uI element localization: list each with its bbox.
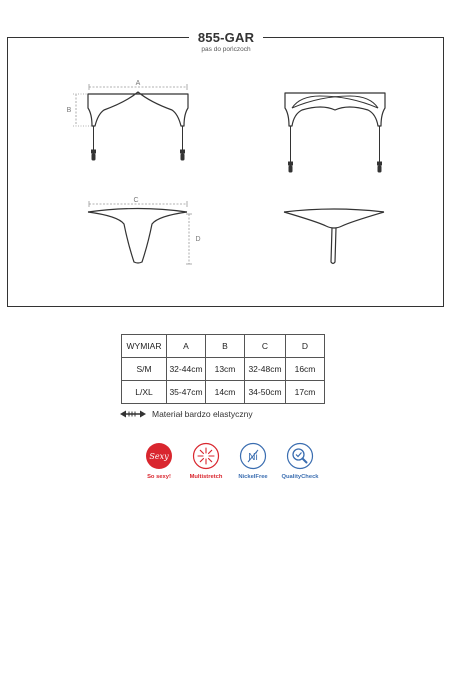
garter-strap-back-right bbox=[378, 126, 382, 172]
garter-strap-right bbox=[181, 126, 185, 160]
garter-belt-front-drawing bbox=[88, 92, 188, 126]
size-header-cell: A bbox=[167, 335, 206, 358]
size-cell: 14cm bbox=[206, 381, 245, 404]
thong-back-drawing bbox=[284, 209, 384, 264]
size-header-cell: WYMIAR bbox=[122, 335, 167, 358]
nickelfree-icon-text: Ni bbox=[248, 452, 258, 463]
badge-multistretch bbox=[183, 442, 229, 480]
badge-label: Multistretch bbox=[189, 474, 223, 480]
size-table-header-row bbox=[122, 335, 325, 358]
dimension-a-label: A bbox=[135, 80, 141, 87]
dimension-d-line bbox=[186, 214, 192, 264]
garter-belt-back-drawing bbox=[285, 93, 385, 126]
badge-sexy bbox=[136, 442, 182, 480]
size-cell: 35-47cm bbox=[167, 381, 206, 404]
size-cell: 32-44cm bbox=[167, 358, 206, 381]
feature-badges bbox=[136, 442, 323, 480]
size-cell: 34-50cm bbox=[245, 381, 286, 404]
badge-qualitycheck bbox=[277, 442, 323, 480]
qualitycheck-icon bbox=[286, 442, 314, 470]
dimension-d-label: D bbox=[195, 236, 201, 243]
size-table-row bbox=[122, 358, 325, 381]
material-note bbox=[120, 409, 253, 419]
nickelfree-icon bbox=[239, 442, 267, 470]
size-cell: L/XL bbox=[122, 381, 167, 404]
thong-front-drawing bbox=[88, 209, 187, 264]
dimension-c-label: C bbox=[133, 197, 139, 204]
size-cell: 32-48cm bbox=[245, 358, 286, 381]
badge-label: QualityCheck bbox=[281, 474, 319, 480]
size-cell: S/M bbox=[122, 358, 167, 381]
badge-label: NickelFree bbox=[238, 474, 268, 480]
badge-label: So sexy! bbox=[147, 474, 171, 480]
product-title: 855-GAR bbox=[189, 30, 263, 46]
sexy-icon-text: Sexy bbox=[149, 452, 169, 461]
size-header-cell: C bbox=[245, 335, 286, 358]
size-table bbox=[121, 334, 325, 404]
stretch-arrow-icon bbox=[120, 410, 146, 418]
garter-strap-left bbox=[92, 126, 96, 160]
size-table-row bbox=[122, 381, 325, 404]
badge-nickelfree bbox=[230, 442, 276, 480]
sexy-icon bbox=[145, 442, 173, 470]
multistretch-icon bbox=[192, 442, 220, 470]
size-header-cell: B bbox=[206, 335, 245, 358]
dimension-b-label: B bbox=[66, 107, 72, 114]
technical-drawings bbox=[0, 0, 452, 320]
size-cell: 17cm bbox=[286, 381, 325, 404]
garter-strap-back-left bbox=[289, 126, 293, 172]
product-subtitle: pas do pończoch bbox=[201, 46, 251, 53]
size-cell: 13cm bbox=[206, 358, 245, 381]
size-cell: 16cm bbox=[286, 358, 325, 381]
size-header-cell: D bbox=[286, 335, 325, 358]
material-text: Materiał bardzo elastyczny bbox=[152, 409, 253, 419]
